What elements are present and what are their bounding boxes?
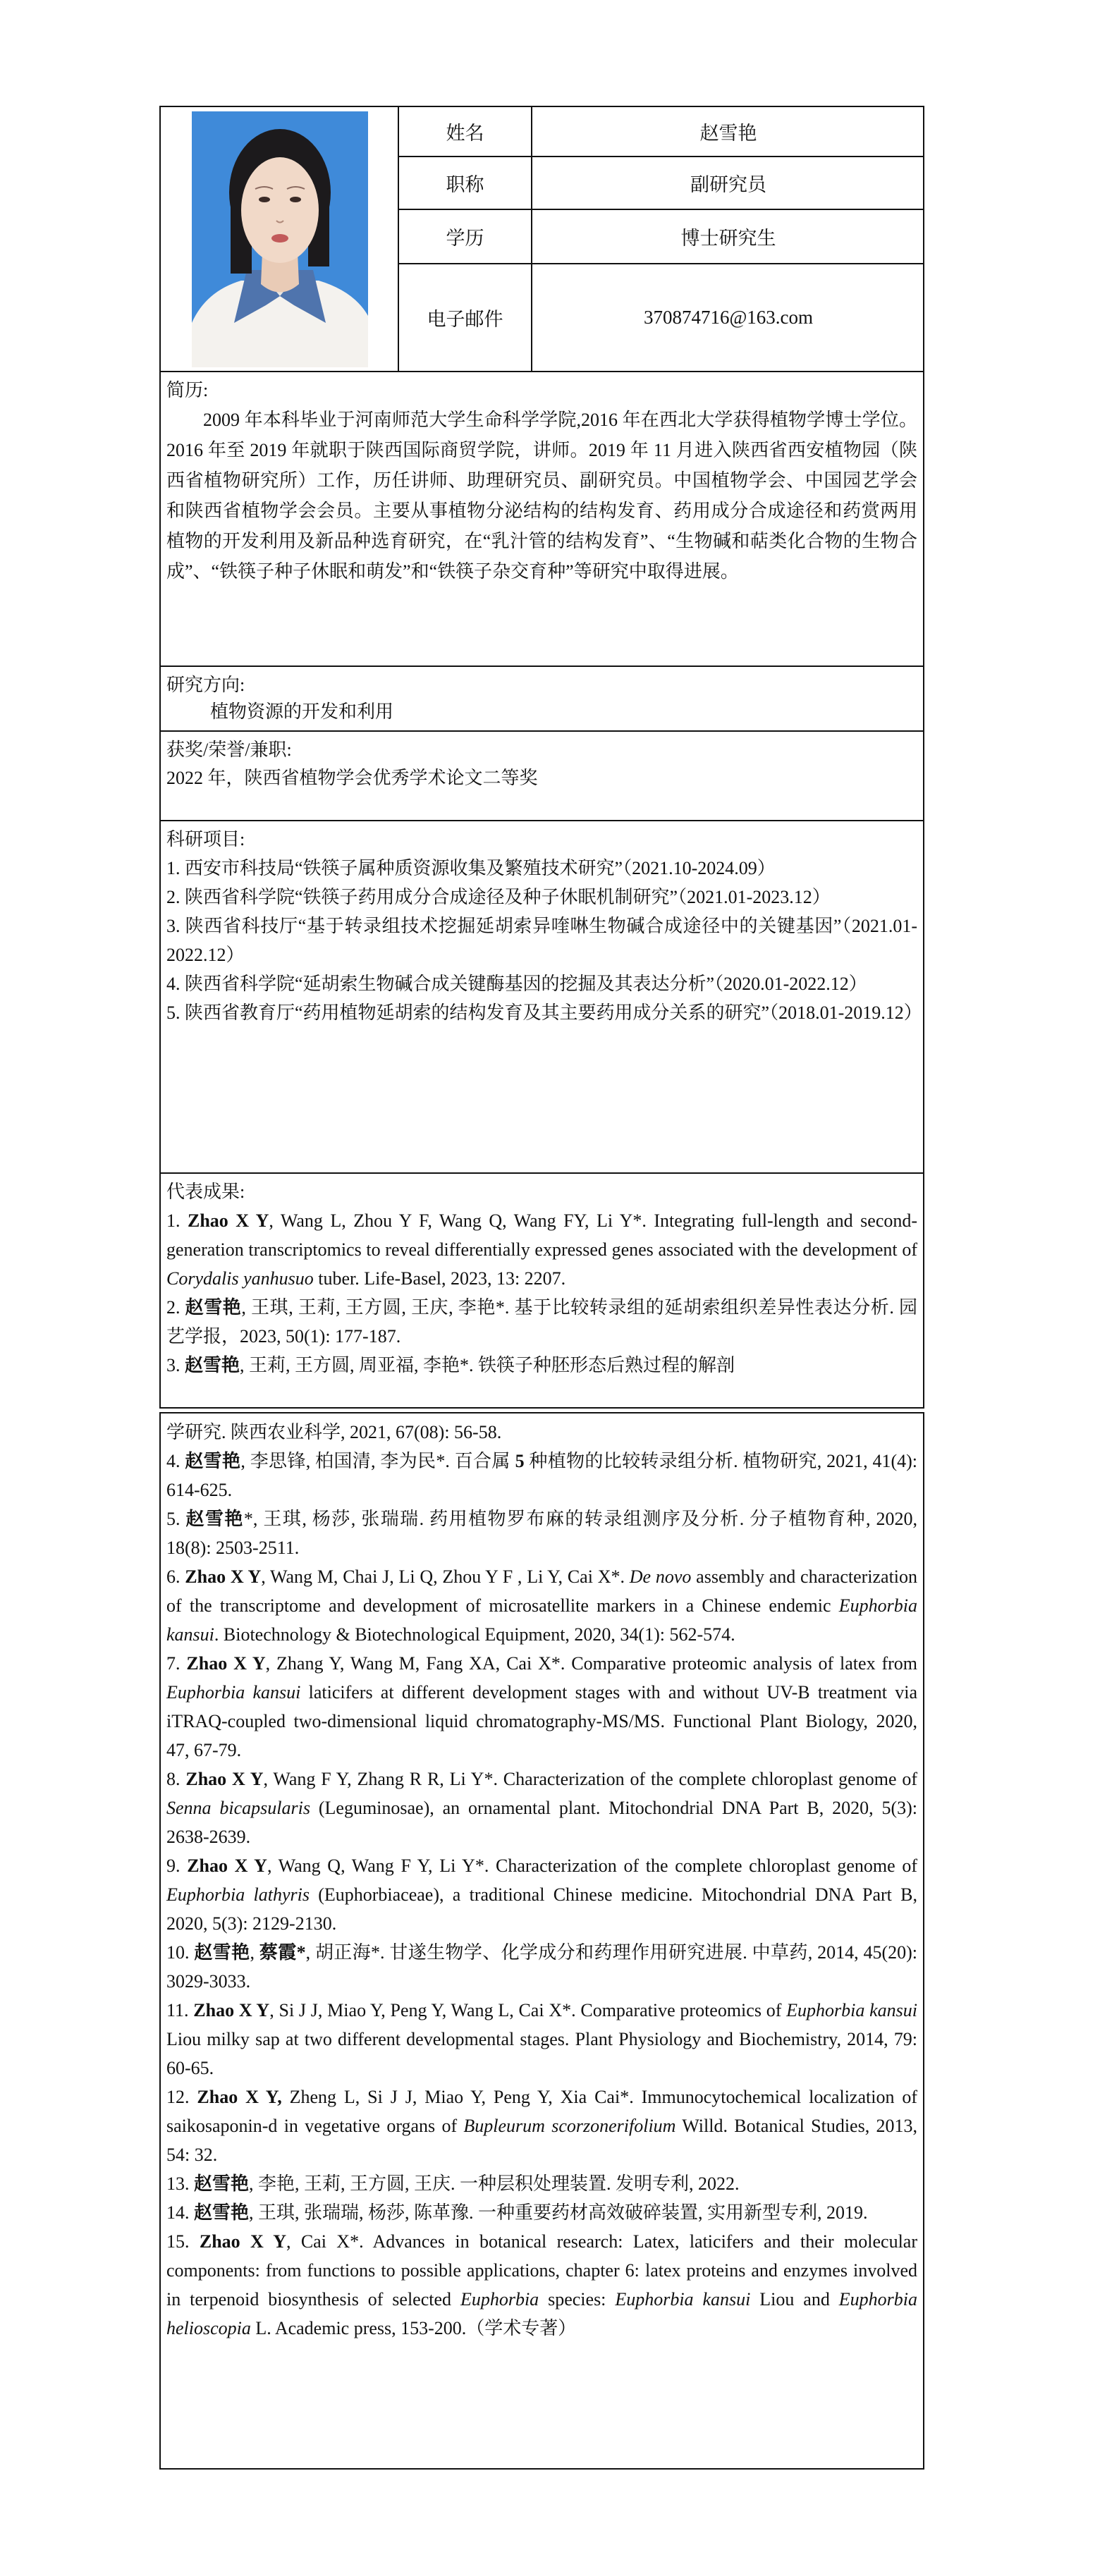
achievement-item xyxy=(166,1996,917,2083)
achievement-citation: , 王琪, 王莉, 王方圆, 王庆, 李艳*. 基于比较转录组的延胡索组织差异性表达分析. 园艺学报，2023, 50(1): 177-187. xyxy=(166,1297,917,1347)
achievement-item xyxy=(166,1351,917,1380)
achievements-list-page-2 xyxy=(166,1418,917,2343)
achievement-item xyxy=(166,1206,917,1293)
achievement-first-author: Zhao X Y xyxy=(193,2000,270,2020)
projects-title: 科研项目: xyxy=(166,829,245,850)
achievement-first-author: Zhao X Y xyxy=(188,1210,269,1231)
achievement-item xyxy=(166,1562,917,1649)
project-item: 1. 西安市科技局“铁筷子属种质资源收集及繁殖技术研究”（2021.10-2024.09） xyxy=(166,858,776,878)
achievement-number: 1. xyxy=(166,1210,188,1231)
info-label-education: 学历 xyxy=(399,210,532,263)
research-text: 植物资源的开发和利用 xyxy=(210,701,394,722)
awards-title: 获奖/荣誉/兼职: xyxy=(166,740,292,760)
info-value-name: 赵雪艳 xyxy=(699,123,757,144)
achievement-citation: , 王莉, 王方圆, 周亚福, 李艳*. 铁筷子种胚形态后熟过程的解剖 xyxy=(240,1355,735,1375)
info-row-title xyxy=(399,157,924,210)
achievement-first-author: 赵雪艳 xyxy=(185,1355,240,1375)
achievements-list-page-1 xyxy=(166,1206,917,1380)
info-label-name: 姓名 xyxy=(399,107,532,156)
achievement-item xyxy=(166,1851,917,1938)
achievement-number: 11. xyxy=(166,2000,194,2020)
profile-table-page-2 xyxy=(159,1412,924,2470)
awards-text: 2022 年，陕西省植物学会优秀学术论文二等奖 xyxy=(166,768,538,788)
email-link[interactable]: 370874716@163.com xyxy=(643,307,814,328)
section-achievements xyxy=(161,1174,923,1409)
achievement-number: 8. xyxy=(166,1769,186,1789)
info-label-email: 电子邮件 xyxy=(399,264,532,371)
achievement-citation: , Cai X*. Advances in botanical research: Latex, laticifers and their molecular components: from functions to possible applications, chapter 6: latex proteins and enzymes involved in terpenoid biosynthesis of selected Euphorbia species: Euphorbia kansui Liou and Euphorbia helioscopia L. Academic press, 153-200.（学术专著） xyxy=(166,2231,917,2338)
achievement-first-author: 赵雪艳 xyxy=(185,1297,242,1318)
achievement-citation: , 王琪, 张瑞瑞, 杨莎, 陈革豫. 一种重要药材高效破碎装置, 实用新型专利, 2019. xyxy=(249,2202,868,2223)
info-value-education: 博士研究生 xyxy=(680,228,776,249)
achievement-number: 6. xyxy=(166,1566,185,1587)
info-value-title: 副研究员 xyxy=(690,174,766,195)
section-achievements-continued xyxy=(161,1413,923,2468)
achievement-citation: , 李思锋, 柏国清, 李为民*. 百合属 5 种植物的比较转录组分析. 植物研究, 2021, 41(4): 614-625. xyxy=(166,1451,917,1500)
achievement-number: 2. xyxy=(166,1297,185,1318)
achievement-first-author: Zhao X Y xyxy=(186,1653,266,1674)
achievement-number: 5. xyxy=(166,1509,186,1529)
achievement-first-author: 赵雪艳 xyxy=(185,1509,244,1529)
achievement-first-author: Zhao X Y xyxy=(199,2231,286,2252)
achievement-item xyxy=(166,1765,917,1851)
achievement-item xyxy=(166,1504,917,1562)
achievement-number: 10. xyxy=(166,1942,195,1963)
section-research-direction xyxy=(161,667,923,732)
photo-cell xyxy=(161,107,399,371)
achievement-citation: , 李艳, 王莉, 王方圆, 王庆. 一种层积处理装置. 发明专利, 2022. xyxy=(249,2173,740,2194)
achievement-citation: , Wang M, Chai J, Li Q, Zhou Y F , Li Y, Cai X*. De novo assembly and characterization of the transcriptome and development of microsatellite markers in a Chinese endemic Euphorbia kansui. Biotechnology & Biotechnological Equipment, 2020, 34(1): 562-574. xyxy=(166,1566,918,1645)
achievements-title: 代表成果: xyxy=(166,1182,245,1202)
achievement-item xyxy=(166,1649,917,1765)
achievement-number: 15. xyxy=(166,2231,200,2252)
profile-header xyxy=(161,107,923,372)
achievement-item xyxy=(166,1938,917,1996)
project-item: 3. 陕西省科技厅“基于转录组技术挖掘延胡索异喹啉生物碱合成途径中的关键基因”（2021.01-2022.12） xyxy=(166,916,917,965)
achievement-first-author: 赵雪艳 xyxy=(185,1451,241,1471)
achievement-number: 9. xyxy=(166,1856,188,1876)
achievement-first-author: 赵雪艳 xyxy=(194,2202,250,2223)
achievement-first-author: 赵雪艳 xyxy=(194,2173,250,2194)
achievement-item xyxy=(166,2169,917,2198)
portrait-photo xyxy=(192,111,368,367)
research-title: 研究方向: xyxy=(166,675,245,695)
achievement-citation: , 蔡霞*, 胡正海*. 甘遂生物学、化学成分和药理作用研究进展. 中草药, 2014, 45(20): 3029-3033. xyxy=(166,1942,918,1992)
info-label-title: 职称 xyxy=(399,157,532,209)
achievement-citation: , Zhang Y, Wang M, Fang XA, Cai X*. Comparative proteomic analysis of latex from Euphorbia kansui laticifers at different development stages with and without UV-B treatment via iTRAQ-coupled two-dimensional liquid chromatography-MS/MS. Functional Plant Biology, 2020, 47, 67-79. xyxy=(166,1653,918,1760)
resume-text: 2009 年本科毕业于河南师范大学生命科学学院,2016 年在西北大学获得植物学博士学位。2016 年至 2019 年就职于陕西国际商贸学院，讲师。2019 年 11 月进入陕西省西安植物园（陕西省植物研究所）工作，历任讲师、助理研究员、副研究员。中国植物学会、中国园艺学会和陕西省植物学会会员。主要从事植物分泌结构的结构发育、药用成分合成途径和药赏两用植物的开发利用及新品种选育研究，在“乳汁管的结构发育”、“生物碱和萜类化合物的生物合成”、“铁筷子种子休眠和萌发”和“铁筷子杂交育种”等研究中取得进展。 xyxy=(166,410,917,582)
achievement-first-author: 赵雪艳 xyxy=(194,1942,250,1963)
achievement-first-author: Zhao X Y, xyxy=(197,2087,282,2107)
info-row-education xyxy=(399,210,924,264)
achievement-citation: , Wang L, Zhou Y F, Wang Q, Wang FY, Li Y*. Integrating full-length and second-generation transcriptomics to reveal differentially expressed genes associated with the development of Corydalis yanhusuo tuber. Life-Basel, 2023, 13: 2207. xyxy=(166,1210,918,1289)
achievement-item xyxy=(166,2083,917,2169)
achievement-citation: , Si J J, Miao Y, Peng Y, Wang L, Cai X*. Comparative proteomics of Euphorbia kansui Liou milky sap at two different developmental stages. Plant Physiology and Biochemistry, 2014, 79: 60-65. xyxy=(166,2000,917,2078)
portrait-illustration xyxy=(192,111,368,367)
resume-title: 简历: xyxy=(166,380,209,400)
achievement-citation: , Wang Q, Wang F Y, Li Y*. Characterization of the complete chloroplast genome of Euphorbia lathyris (Euphorbiaceae), a traditional Chinese medicine. Mitochondrial DNA Part B, 2020, 5(3): 2129-2130. xyxy=(166,1856,918,1934)
achievement-citation: 学研究. 陕西农业科学, 2021, 67(08): 56-58. xyxy=(166,1422,502,1442)
section-projects xyxy=(161,821,923,1174)
achievement-citation: , Wang F Y, Zhang R R, Li Y*. Characterization of the complete chloroplast genome of Senna bicapsularis (Leguminosae), an ornamental plant. Mitochondrial DNA Part B, 2020, 5(3): 2638-2639. xyxy=(166,1769,918,1847)
info-value-email xyxy=(532,264,924,371)
achievement-citation: *, 王琪, 杨莎, 张瑞瑞. 药用植物罗布麻的转录组测序及分析. 分子植物育种, 2020, 18(8): 2503-2511. xyxy=(166,1509,917,1558)
project-item: 4. 陕西省科学院“延胡索生物碱合成关键酶基因的挖掘及其表达分析”（2020.01-2022.12） xyxy=(166,974,867,994)
achievement-first-author: Zhao X Y xyxy=(185,1566,262,1587)
achievement-number: 13. xyxy=(166,2173,194,2194)
achievement-item xyxy=(166,2227,917,2343)
achievement-number: 12. xyxy=(166,2087,197,2107)
info-row-email xyxy=(399,264,924,371)
achievement-first-author: Zhao X Y xyxy=(185,1769,264,1789)
project-item: 2. 陕西省科学院“铁筷子药用成分合成途径及种子休眠机制研究”（2021.01-2023.12） xyxy=(166,887,831,907)
achievement-item xyxy=(166,2198,917,2227)
achievement-item xyxy=(166,1293,917,1351)
info-row-name xyxy=(399,107,924,157)
section-awards xyxy=(161,732,923,821)
achievement-number: 14. xyxy=(166,2202,194,2223)
achievement-number: 4. xyxy=(166,1451,185,1471)
achievement-item xyxy=(166,1447,917,1504)
achievement-citation: Zheng L, Si J J, Miao Y, Peng Y, Xia Cai*. Immunocytochemical localization of saikosaponin-d in vegetative organs of Bupleurum scorzonerifolium Willd. Botanical Studies, 2013, 54: 32. xyxy=(166,2087,918,2165)
project-item: 5. 陕西省教育厅“药用植物延胡索的结构发育及其主要药用成分关系的研究”（2018.01-2019.12） xyxy=(166,1002,922,1023)
profile-table-page-1 xyxy=(159,106,924,1409)
achievement-first-author: Zhao X Y xyxy=(187,1856,267,1876)
achievement-number: 3. xyxy=(166,1355,185,1375)
achievement-item xyxy=(166,1418,917,1447)
section-resume xyxy=(161,372,923,667)
achievement-number: 7. xyxy=(166,1653,187,1674)
